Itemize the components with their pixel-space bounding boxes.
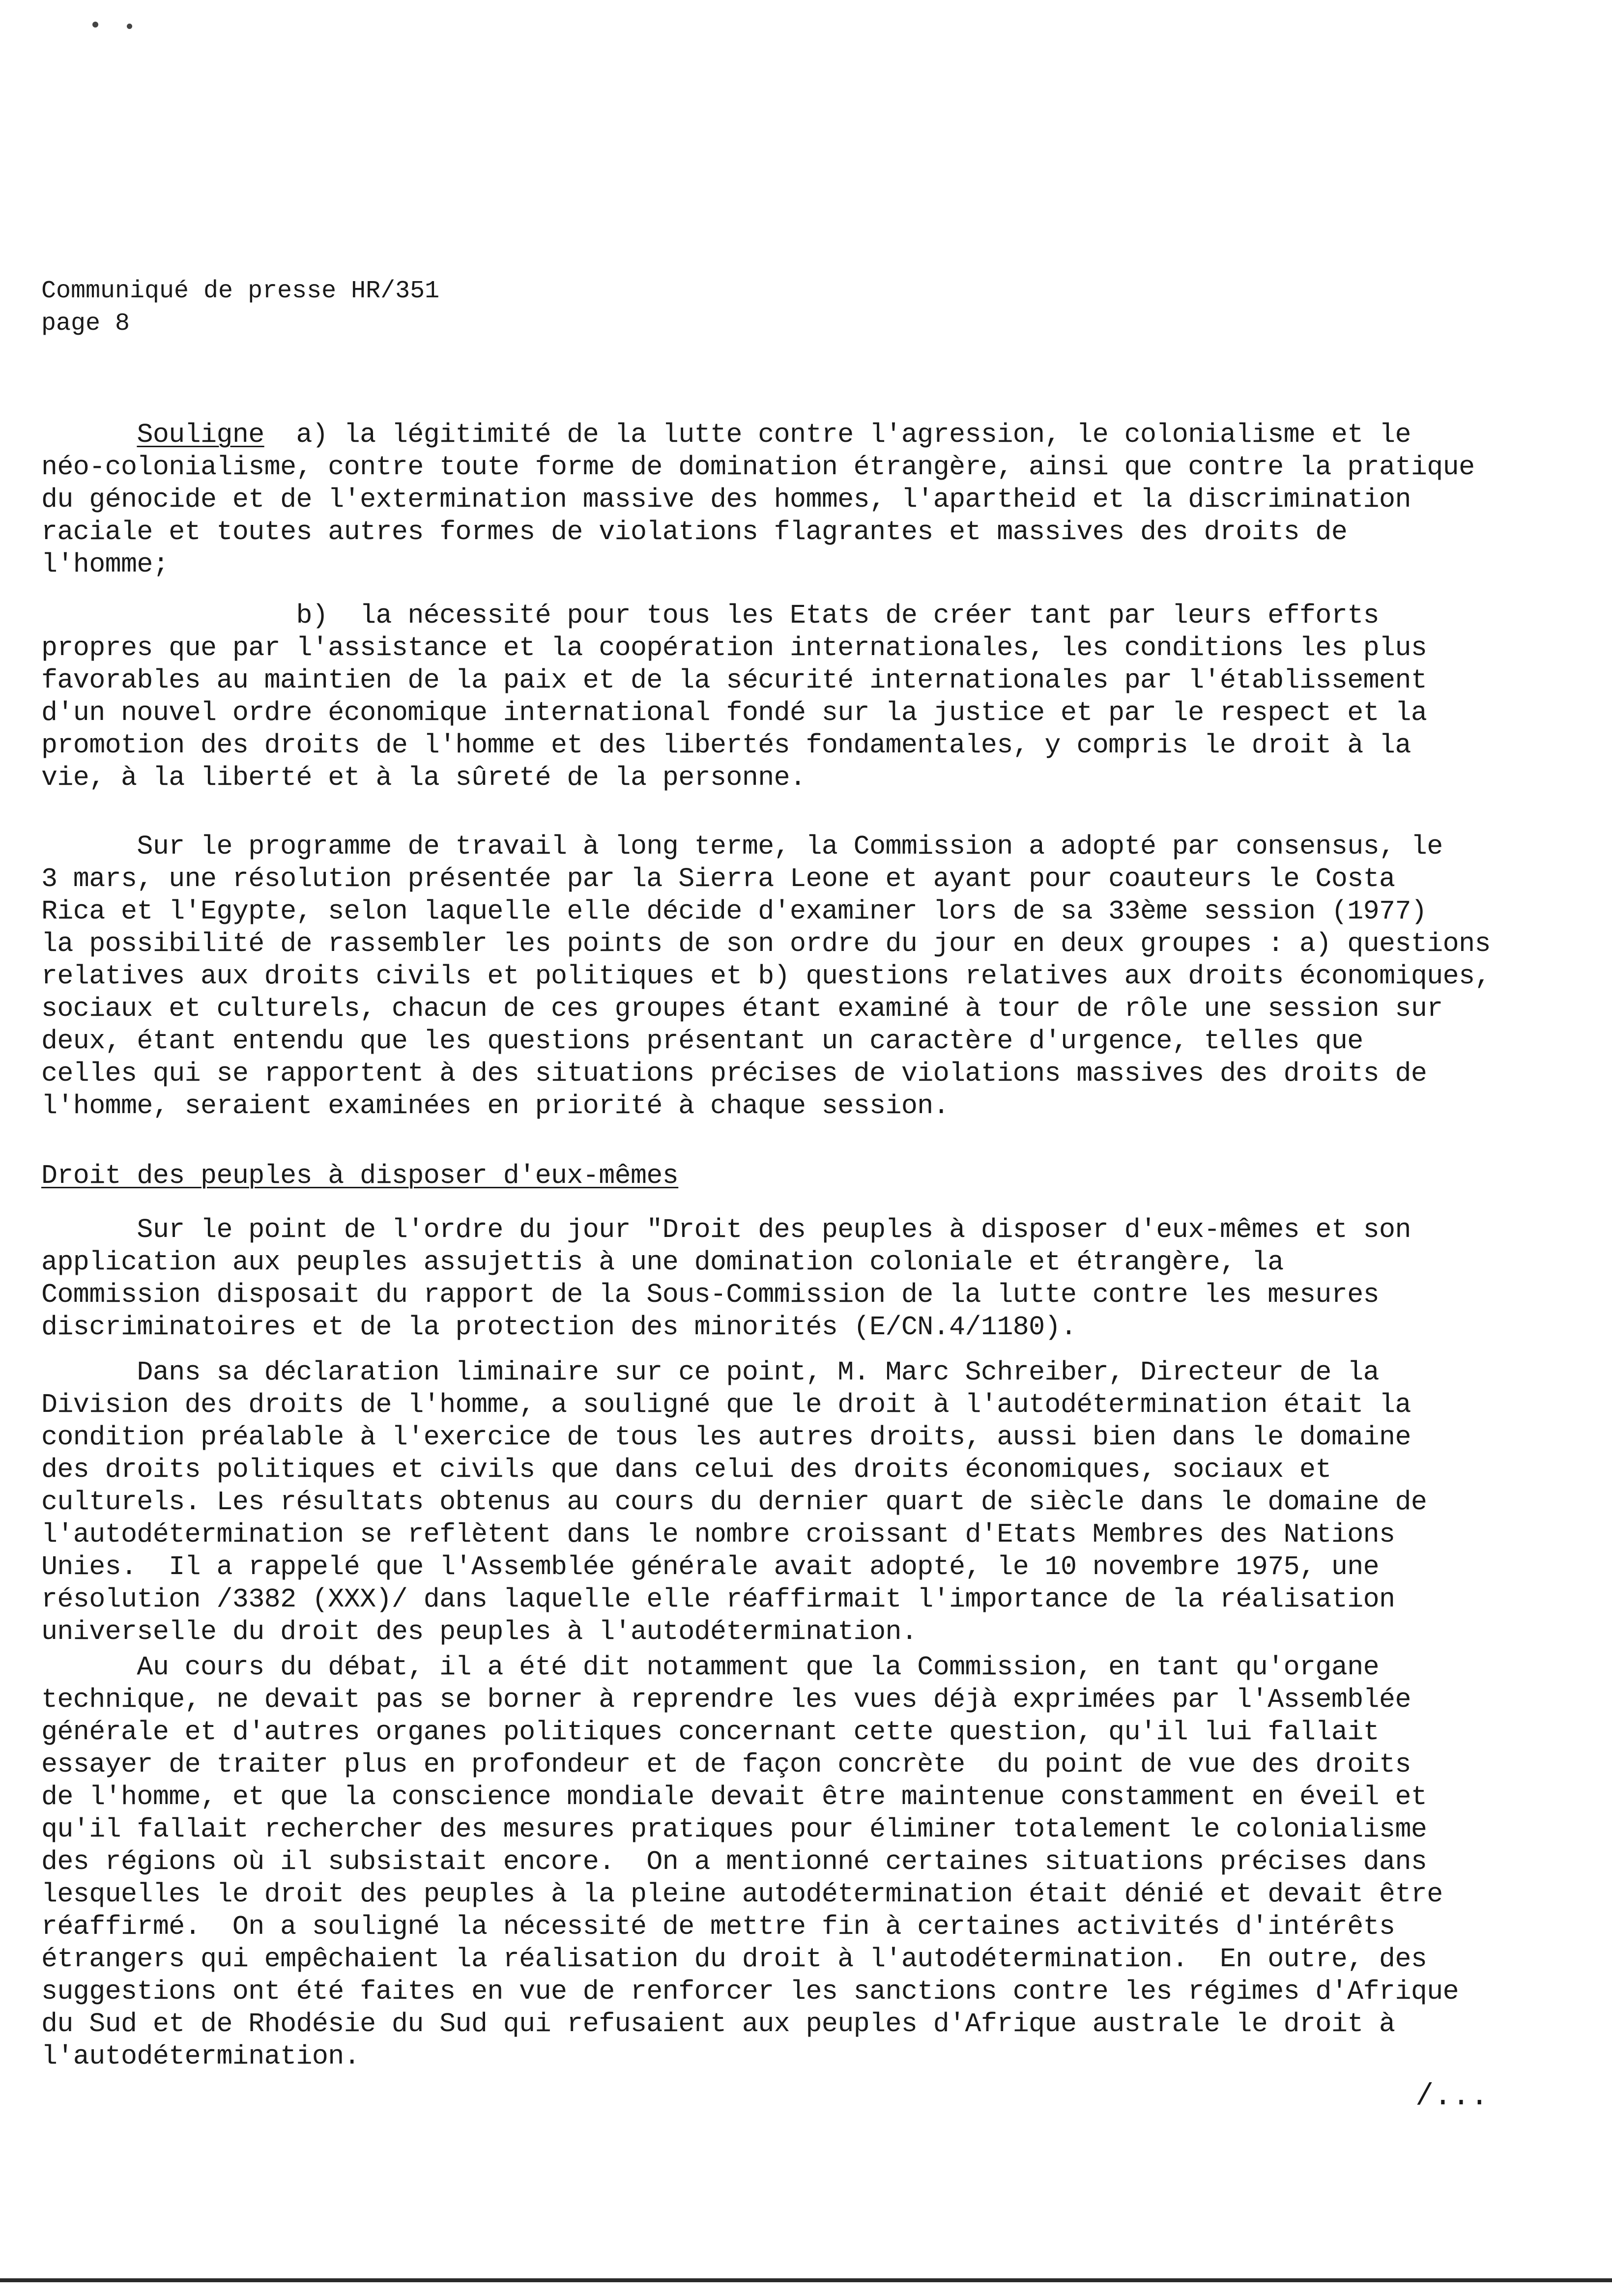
continuation-mark: /... (1415, 2079, 1489, 2114)
body-line: sociaux et culturels, chacun de ces groupes étant examiné à tour de rôle une session sur (41, 993, 1443, 1024)
body-line: propres que par l'assistance et la coopération internationales, les conditions les plus (41, 632, 1427, 663)
body-line: de l'homme, et que la conscience mondiale devait être maintenue constamment en éveil et (41, 1781, 1427, 1812)
scan-speck (127, 24, 132, 29)
bottom-edge-rule (0, 2278, 1612, 2282)
body-line: promotion des droits de l'homme et des libertés fondamentales, y compris le droit à la (41, 730, 1411, 761)
body-line: essayer de traiter plus en profondeur et de façon concrète du point de vue des droits (41, 1749, 1411, 1780)
line-indent (41, 419, 137, 450)
body-line: condition préalable à l'exercice de tous les autres droits, aussi bien dans le domaine (41, 1422, 1411, 1453)
line-text: l'homme; (41, 549, 169, 580)
body-line: Commission disposait du rapport de la Sous-Commission de la lutte contre les mesures (41, 1279, 1380, 1310)
body-line (41, 419, 1411, 451)
page-number: page 8 (41, 310, 130, 338)
body-line: des régions où il subsistait encore. On a mentionné certaines situations précises dans (41, 1846, 1427, 1877)
body-line: suggestions ont été faites en vue de renforcer les sanctions contre les régimes d'Afrique (41, 1976, 1459, 2007)
body-line: l'homme, seraient examinées en priorité à chaque session. (41, 1091, 950, 1121)
body-line: Unies. Il a rappelé que l'Assemblée générale avait adopté, le 10 novembre 1975, une (41, 1551, 1380, 1582)
body-line: technique, ne devait pas se borner à reprendre les vues déjà exprimées par l'Assemblée (41, 1684, 1411, 1715)
body-line: l'autodétermination se reflètent dans le nombre croissant d'Etats Membres des Nations (41, 1519, 1395, 1550)
line-text: a) la légitimité de la lutte contre l'agression, le colonialisme et le (264, 419, 1411, 450)
body-line: des droits politiques et civils que dans celui des droits économiques, sociaux et (41, 1454, 1331, 1485)
underlined-keyword: Souligne (137, 419, 264, 450)
body-line: Rica et l'Egypte, selon laquelle elle décide d'examiner lors de sa 33ème session (1977) (41, 896, 1427, 927)
body-line: lesquelles le droit des peuples à la pleine autodétermination était dénié et devait être (41, 1879, 1443, 1910)
body-line: étrangers qui empêchaient la réalisation du droit à l'autodétermination. En outre, des (41, 1944, 1427, 1975)
body-line: Sur le point de l'ordre du jour "Droit des peuples à disposer d'eux-mêmes et son (41, 1214, 1411, 1245)
body-line (41, 548, 169, 581)
body-line: culturels. Les résultats obtenus au cours du dernier quart de siècle dans le domaine de (41, 1487, 1427, 1518)
press-release-reference: Communiqué de presse HR/351 (41, 277, 440, 305)
body-line: deux, étant entendu que les questions présentant un caractère d'urgence, telles que (41, 1026, 1363, 1057)
body-line (41, 451, 1474, 484)
body-line: relatives aux droits civils et politiques et b) questions relatives aux droits économiques, (41, 961, 1491, 992)
line-text: du génocide et de l'extermination massive des hommes, l'apartheid et la discrimination (41, 484, 1411, 515)
section-title: Droit des peuples à disposer d'eux-mêmes (41, 1160, 679, 1191)
body-line: discriminatoires et de la protection des minorités (E/CN.4/1180). (41, 1312, 1077, 1343)
body-line: la possibilité de rassembler les points de son ordre du jour en deux groupes : a) questions (41, 928, 1491, 959)
body-line: d'un nouvel ordre économique international fondé sur la justice et par le respect et la (41, 697, 1427, 728)
scan-speck (92, 22, 98, 28)
body-line: universelle du droit des peuples à l'autodétermination. (41, 1616, 918, 1647)
body-line: Au cours du débat, il a été dit notamment que la Commission, en tant qu'organe (41, 1652, 1380, 1683)
body-line: vie, à la liberté et à la sûreté de la personne. (41, 762, 806, 793)
body-line: application aux peuples assujettis à une domination coloniale et étrangère, la (41, 1247, 1284, 1278)
body-line: Dans sa déclaration liminaire sur ce point, M. Marc Schreiber, Directeur de la (41, 1357, 1380, 1388)
body-line: Sur le programme de travail à long terme, la Commission a adopté par consensus, le (41, 831, 1443, 862)
body-line: celles qui se rapportent à des situations précises de violations massives des droits de (41, 1058, 1427, 1089)
body-line: réaffirmé. On a souligné la nécessité de mettre fin à certaines activités d'intérêts (41, 1911, 1395, 1942)
line-text: raciale et toutes autres formes de violations flagrantes et massives des droits de (41, 517, 1348, 547)
line-text: néo-colonialisme, contre toute forme de domination étrangère, ainsi que contre la pratique (41, 452, 1475, 483)
body-line: Division des droits de l'homme, a souligné que le droit à l'autodétermination était la (41, 1389, 1411, 1420)
body-line: qu'il fallait rechercher des mesures pratiques pour éliminer totalement le colonialisme (41, 1814, 1427, 1845)
body-line: favorables au maintien de la paix et de la sécurité internationales par l'établissement (41, 665, 1427, 696)
body-line: b) la nécessité pour tous les Etats de créer tant par leurs efforts (41, 600, 1380, 631)
body-line (41, 516, 1347, 548)
body-line: 3 mars, une résolution présentée par la Sierra Leone et ayant pour coauteurs le Costa (41, 863, 1395, 894)
body-line (41, 484, 1411, 516)
body-line: l'autodétermination. (41, 2041, 360, 2072)
body-line: du Sud et de Rhodésie du Sud qui refusaient aux peuples d'Afrique australe le droit à (41, 2009, 1395, 2039)
document-header (41, 275, 439, 340)
body-line: générale et d'autres organes politiques concernant cette question, qu'il lui fallait (41, 1717, 1380, 1748)
body-line: résolution /3382 (XXX)/ dans laquelle elle réaffirmait l'importance de la réalisation (41, 1584, 1395, 1615)
